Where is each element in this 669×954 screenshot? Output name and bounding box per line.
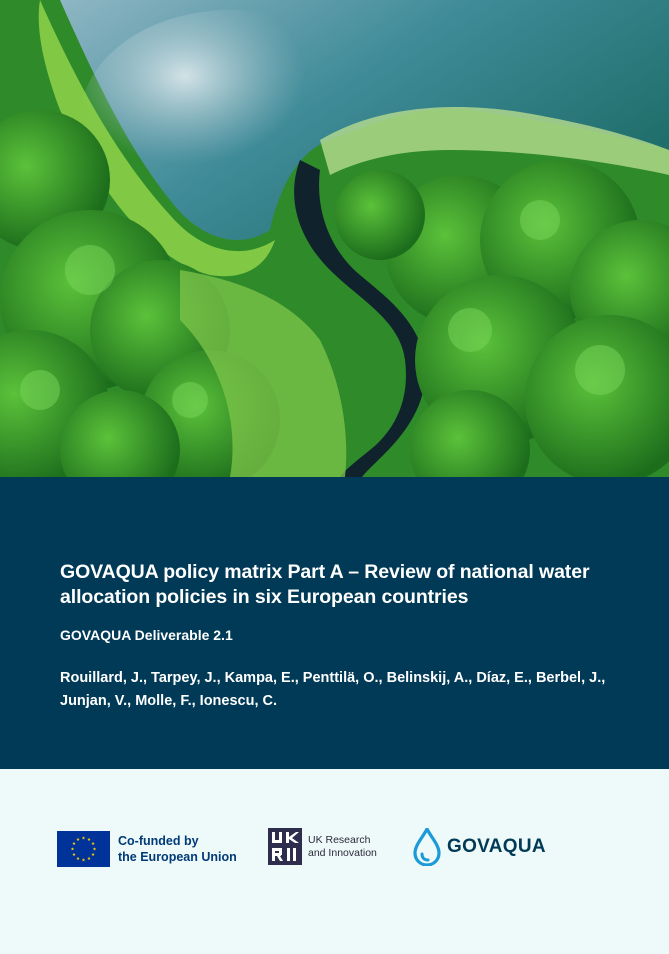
- author-list: Rouillard, J., Tarpey, J., Kampa, E., Penttilä, O., Belinskij, A., Díaz, E., Berbel, J., Junjan, V., Molle, F., Ionescu, C.: [60, 670, 606, 709]
- deliverable-label: GOVAQUA Deliverable 2.1: [60, 627, 233, 643]
- water-drop-icon: [413, 828, 441, 866]
- eu-text-line2: the European Union: [118, 850, 237, 864]
- govaqua-logo: [413, 828, 546, 866]
- eu-flag-icon: [57, 831, 110, 867]
- govaqua-wordmark: GOVAQUA: [447, 836, 546, 857]
- eu-cofunded-logo: [57, 831, 237, 867]
- ukri-text-line2: and Innovation: [308, 846, 377, 859]
- document-title: GOVAQUA policy matrix Part A – Review of national water allocation policies in six European countries: [60, 561, 590, 608]
- eu-text-line1: Co-funded by: [118, 834, 199, 848]
- ukri-logo: [268, 828, 377, 865]
- title-band: [0, 477, 669, 769]
- ukri-logo-icon: [268, 828, 302, 865]
- ukri-text-line1: UK Research: [308, 833, 371, 846]
- funder-logos: [0, 769, 669, 954]
